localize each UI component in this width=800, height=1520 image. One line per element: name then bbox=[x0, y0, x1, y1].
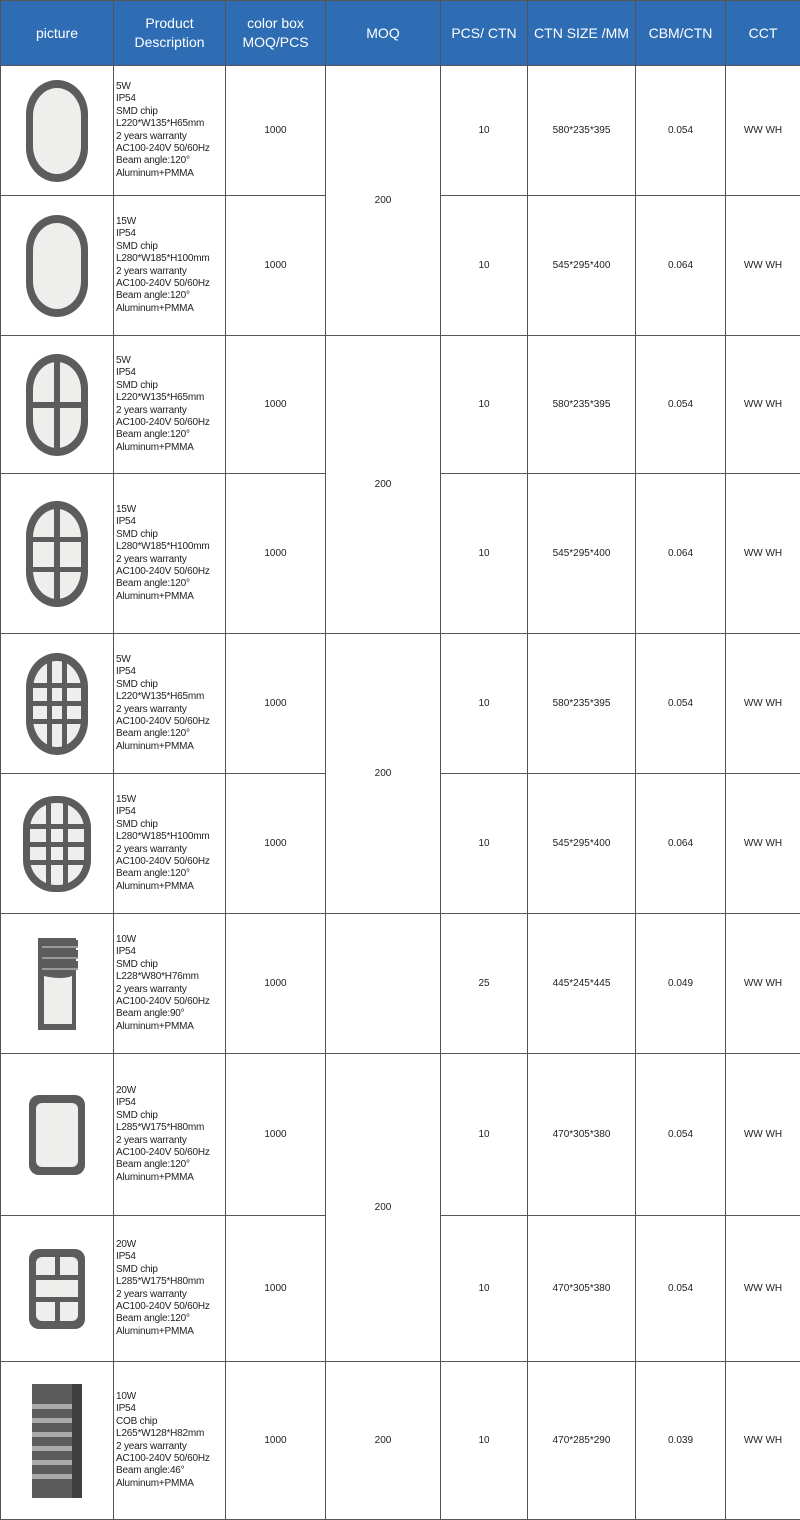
cbm-cell: 0.054 bbox=[636, 634, 726, 774]
cct-cell: WW WH bbox=[726, 66, 800, 196]
product-description: 10W IP54 SMD chip L228*W80*H76mm 2 years warranty AC100-240V 50/60Hz Beam angle:90° Aluminum+PMMA bbox=[114, 914, 226, 1054]
header-cct: CCT bbox=[726, 1, 800, 66]
product-picture bbox=[1, 914, 114, 1054]
color-box-moq-cell: 1000 bbox=[226, 66, 326, 196]
color-box-moq-cell: 1000 bbox=[226, 914, 326, 1054]
carton-size-cell: 470*305*380 bbox=[528, 1216, 636, 1362]
pcs-per-carton-cell: 10 bbox=[441, 1362, 528, 1520]
oval-bulkhead-lamp-icon bbox=[22, 76, 92, 186]
pcs-per-carton-cell: 10 bbox=[441, 1054, 528, 1216]
color-box-moq-cell: 1000 bbox=[226, 1362, 326, 1520]
cct-cell: WW WH bbox=[726, 1216, 800, 1362]
color-box-moq-cell: 1000 bbox=[226, 1216, 326, 1362]
header-color-box-moq: color box MOQ/PCS bbox=[226, 1, 326, 66]
oval-bulkhead-lamp-icon bbox=[22, 211, 92, 321]
cbm-cell: 0.054 bbox=[636, 1216, 726, 1362]
carton-size-cell: 545*295*400 bbox=[528, 774, 636, 914]
pcs-per-carton-cell: 10 bbox=[441, 474, 528, 634]
carton-size-cell: 445*245*445 bbox=[528, 914, 636, 1054]
pcs-per-carton-cell: 10 bbox=[441, 1216, 528, 1362]
table-row bbox=[1, 336, 800, 474]
header-product-description: Product Description bbox=[114, 1, 226, 66]
cbm-cell: 0.054 bbox=[636, 66, 726, 196]
cct-cell: WW WH bbox=[726, 336, 800, 474]
carton-size-cell: 580*235*395 bbox=[528, 634, 636, 774]
table-row bbox=[1, 66, 800, 196]
louvered-wall-lamp-icon bbox=[32, 936, 82, 1032]
carton-size-cell: 580*235*395 bbox=[528, 336, 636, 474]
product-description: 20W IP54 SMD chip L285*W175*H80mm 2 years warranty AC100-240V 50/60Hz Beam angle:120° Aluminum+PMMA bbox=[114, 1216, 226, 1362]
moq-cell: 200 bbox=[326, 1054, 441, 1362]
header-cbm-per-carton: CBM/CTN bbox=[636, 1, 726, 66]
pcs-per-carton-cell: 10 bbox=[441, 196, 528, 336]
product-description: 15W IP54 SMD chip L280*W185*H100mm 2 years warranty AC100-240V 50/60Hz Beam angle:120° Aluminum+PMMA bbox=[114, 196, 226, 336]
product-picture bbox=[1, 196, 114, 336]
cct-cell: WW WH bbox=[726, 634, 800, 774]
cct-cell: WW WH bbox=[726, 196, 800, 336]
color-box-moq-cell: 1000 bbox=[226, 774, 326, 914]
color-box-moq-cell: 1000 bbox=[226, 474, 326, 634]
cbm-cell: 0.064 bbox=[636, 196, 726, 336]
moq-cell bbox=[326, 914, 441, 1054]
oval-grid-grille-lamp-icon bbox=[21, 792, 93, 896]
product-picture bbox=[1, 66, 114, 196]
product-picture bbox=[1, 634, 114, 774]
oval-cross-grille-lamp-icon bbox=[22, 350, 92, 460]
color-box-moq-cell: 1000 bbox=[226, 634, 326, 774]
rectangular-grille-lamp-icon bbox=[27, 1247, 87, 1331]
cbm-cell: 0.064 bbox=[636, 774, 726, 914]
product-picture bbox=[1, 336, 114, 474]
product-description: 20W IP54 SMD chip L285*W175*H80mm 2 years warranty AC100-240V 50/60Hz Beam angle:120° Aluminum+PMMA bbox=[114, 1054, 226, 1216]
moq-cell: 200 bbox=[326, 336, 441, 634]
color-box-moq-cell: 1000 bbox=[226, 336, 326, 474]
table-row bbox=[1, 634, 800, 774]
pcs-per-carton-cell: 10 bbox=[441, 774, 528, 914]
cct-cell: WW WH bbox=[726, 774, 800, 914]
moq-cell: 200 bbox=[326, 66, 441, 336]
cct-cell: WW WH bbox=[726, 474, 800, 634]
product-description: 5W IP54 SMD chip L220*W135*H65mm 2 years warranty AC100-240V 50/60Hz Beam angle:120° Aluminum+PMMA bbox=[114, 634, 226, 774]
product-description: 15W IP54 SMD chip L280*W185*H100mm 2 years warranty AC100-240V 50/60Hz Beam angle:120° Aluminum+PMMA bbox=[114, 474, 226, 634]
header-picture: picture bbox=[1, 1, 114, 66]
header-moq: MOQ bbox=[326, 1, 441, 66]
product-picture bbox=[1, 1054, 114, 1216]
moq-cell: 200 bbox=[326, 1362, 441, 1520]
moq-cell: 200 bbox=[326, 634, 441, 914]
pcs-per-carton-cell: 25 bbox=[441, 914, 528, 1054]
cbm-cell: 0.039 bbox=[636, 1362, 726, 1520]
pcs-per-carton-cell: 10 bbox=[441, 634, 528, 774]
product-description: 10W IP54 COB chip L265*W128*H82mm 2 years warranty AC100-240V 50/60Hz Beam angle:46° Aluminum+PMMA bbox=[114, 1362, 226, 1520]
header-row bbox=[1, 1, 800, 66]
cbm-cell: 0.049 bbox=[636, 914, 726, 1054]
color-box-moq-cell: 1000 bbox=[226, 1054, 326, 1216]
oval-cross-grille-lamp-icon bbox=[22, 497, 92, 611]
product-description: 5W IP54 SMD chip L220*W135*H65mm 2 years warranty AC100-240V 50/60Hz Beam angle:120° Aluminum+PMMA bbox=[114, 336, 226, 474]
color-box-moq-cell: 1000 bbox=[226, 196, 326, 336]
cct-cell: WW WH bbox=[726, 914, 800, 1054]
table-row bbox=[1, 914, 800, 1054]
rectangular-bulkhead-lamp-icon bbox=[27, 1093, 87, 1177]
product-picture bbox=[1, 474, 114, 634]
carton-size-cell: 580*235*395 bbox=[528, 66, 636, 196]
table-row bbox=[1, 1362, 800, 1520]
header-carton-size: CTN SIZE /MM bbox=[528, 1, 636, 66]
carton-size-cell: 545*295*400 bbox=[528, 474, 636, 634]
carton-size-cell: 470*305*380 bbox=[528, 1054, 636, 1216]
header-pcs-per-carton: PCS/ CTN bbox=[441, 1, 528, 66]
carton-size-cell: 470*285*290 bbox=[528, 1362, 636, 1520]
product-picture bbox=[1, 1362, 114, 1520]
oval-grid-grille-lamp-icon bbox=[22, 649, 92, 759]
product-description: 15W IP54 SMD chip L280*W185*H100mm 2 years warranty AC100-240V 50/60Hz Beam angle:120° Aluminum+PMMA bbox=[114, 774, 226, 914]
pcs-per-carton-cell: 10 bbox=[441, 66, 528, 196]
product-picture bbox=[1, 774, 114, 914]
product-picture bbox=[1, 1216, 114, 1362]
cct-cell: WW WH bbox=[726, 1362, 800, 1520]
cct-cell: WW WH bbox=[726, 1054, 800, 1216]
cbm-cell: 0.054 bbox=[636, 336, 726, 474]
cbm-cell: 0.054 bbox=[636, 1054, 726, 1216]
carton-size-cell: 545*295*400 bbox=[528, 196, 636, 336]
product-description: 5W IP54 SMD chip L220*W135*H65mm 2 years warranty AC100-240V 50/60Hz Beam angle:120° Aluminum+PMMA bbox=[114, 66, 226, 196]
table-row bbox=[1, 1054, 800, 1216]
pcs-per-carton-cell: 10 bbox=[441, 336, 528, 474]
slatted-block-lamp-icon bbox=[28, 1382, 86, 1500]
cbm-cell: 0.064 bbox=[636, 474, 726, 634]
